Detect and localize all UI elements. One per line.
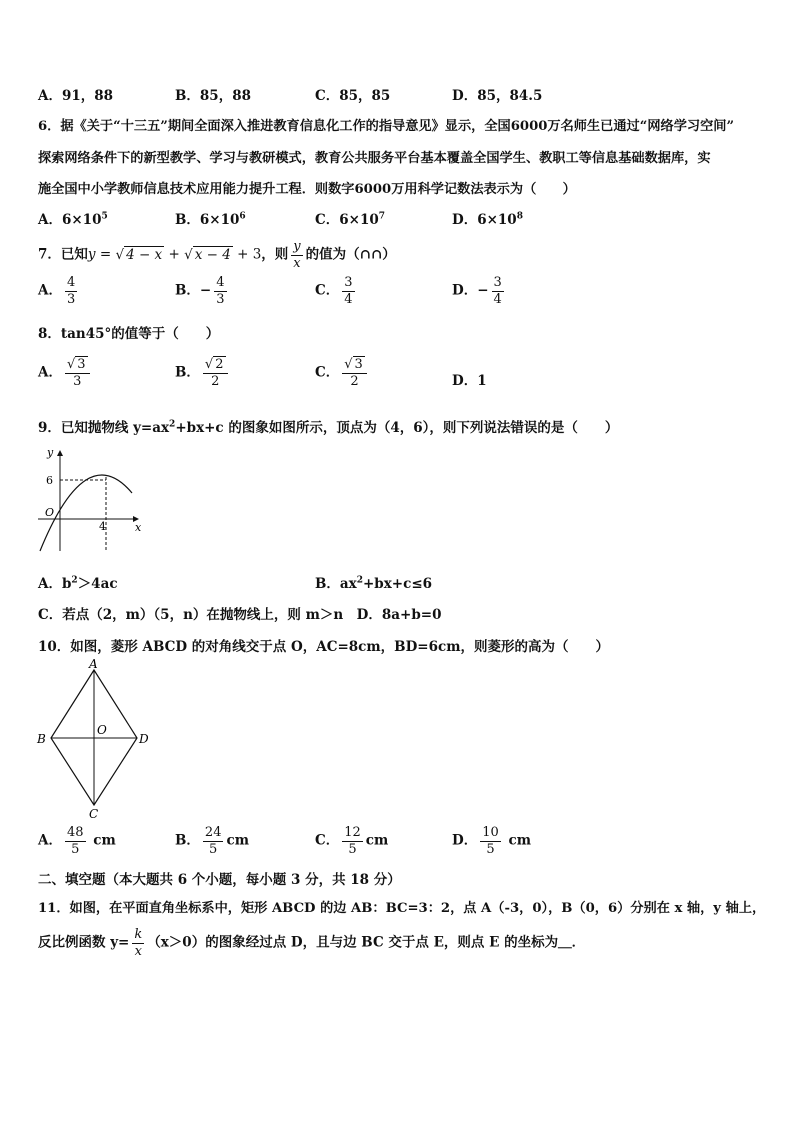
q9-parabola-graph — [34, 443, 146, 555]
q11-stem-line-2: 反比例函数 y= $\frac{k}{x}$ （x＞0）的图象经过点 D，且与边 BC 交于点 E，则点 E 的坐标为＿． — [38, 927, 586, 959]
q7-option-b: B．− $\frac{4}{3}$ — [175, 275, 225, 307]
q6-stem-line-3: 施全国中小学教师信息技术应用能力提升工程．则数字6000万用科学记数法表示为（ ） — [38, 182, 576, 197]
q7-option-a: A． $\frac{4}{3}$ — [38, 275, 76, 307]
section-2-heading: 二、填空题（本大题共 6 个小题，每小题 3 分，共 18 分） — [38, 872, 401, 888]
q7-stem: 7．已知y = √ 4 − x + √ x − 4 + 3，则 $\frac{y}{x}$ 的值为（∩∩） — [38, 239, 396, 271]
q5-option-c: C．85，85 — [315, 88, 391, 104]
q8-option-c: C． $\frac{√ 3}{2}$ — [315, 358, 370, 388]
q5-option-b: B．85，88 — [175, 88, 251, 104]
q6-stem-line-1: 6．据《关于“十三五”期间全面深入推进教育信息化工作的指导意见》显示，全国6000万名师生已通过“网络学习空间” — [38, 119, 735, 134]
q11-stem-line-1: 11．如图，在平面直角坐标系中，矩形 ABCD 的边 AB：BC=3：2，点 A（-3，0），B（0，6）分别在 x 轴，y 轴上， — [38, 901, 766, 916]
q5-option-a: A．91，88 — [38, 88, 114, 104]
q9-origin-label: O — [45, 506, 55, 519]
q8-option-b: B． $\frac{√ 2}{2}$ — [175, 358, 231, 388]
q10-label-a: A — [89, 657, 98, 671]
q9-option-c-d: C．若点（2，m）（5，n）在抛物线上，则 m＞n D．8a+b=0 — [38, 607, 442, 623]
q9-y-label: y — [47, 446, 54, 459]
q6-stem-line-2: 探索网络条件下的新型教学、学习与教研模式，教育公共服务平台基本覆盖全国学生、教职工等信息基础数据库，实 — [38, 151, 711, 166]
q10-rhombus-figure — [30, 656, 160, 824]
q8-stem: 8．tan45°的值等于（ ） — [38, 326, 220, 342]
q10-label-c: C — [89, 807, 99, 821]
q9-stem: 9．已知抛物线 $y=ax^2+bx+c$ 的图象如图所示，顶点为（4，6），则下列说法错误的是（ ） — [38, 419, 619, 436]
q10-option-c: C． $\frac{12}{5}$ cm — [315, 825, 389, 857]
q9-x-label: x — [135, 521, 142, 534]
q9-four-label: 4 — [99, 520, 106, 533]
q10-label-d: D — [139, 732, 149, 746]
q10-stem: 10．如图，菱形 ABCD 的对角线交于点 O，AC=8cm，BD=6cm，则菱形的高为（ ） — [38, 639, 609, 655]
q5-option-d: D．85，84.5 — [452, 88, 543, 104]
q9-option-a: A．$b^2>4ac$ — [38, 575, 118, 592]
q8-option-d: D．1 — [452, 373, 487, 389]
q7-option-d: D．− $\frac{3}{4}$ — [452, 275, 502, 307]
q8-option-a: A． $\frac{√ 3}{3}$ — [38, 358, 93, 388]
q9-six-label: 6 — [46, 474, 53, 487]
q6-option-a: A．$6\times 10^5$ — [38, 211, 108, 228]
q10-option-a: A． $\frac{48}{5}$ cm — [38, 825, 116, 857]
q9-option-b: B．$ax^2+bx+c\le 6$ — [315, 575, 433, 592]
q6-option-b: B．$6\times 10^6$ — [175, 211, 246, 228]
q6-option-c: C．$6\times 10^7$ — [315, 211, 386, 228]
q10-label-b: B — [37, 732, 46, 746]
q10-option-d: D． $\frac{10}{5}$ cm — [452, 825, 531, 857]
q10-label-o: O — [97, 723, 107, 737]
q10-option-b: B． $\frac{24}{5}$ cm — [175, 825, 249, 857]
q6-option-d: D．$6\times 10^8$ — [452, 211, 523, 228]
q7-option-c: C． $\frac{3}{4}$ — [315, 275, 353, 307]
